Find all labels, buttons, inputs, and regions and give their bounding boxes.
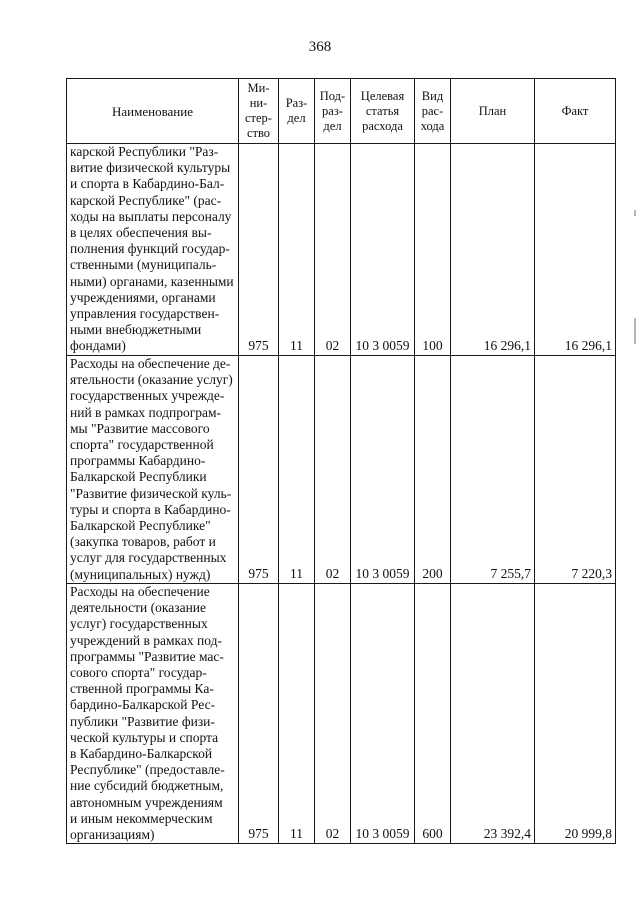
- header-name: Наименование: [67, 79, 239, 144]
- row-plan: 16 296,1: [451, 144, 535, 356]
- row-plan: 23 392,4: [451, 584, 535, 844]
- page-number: 368: [308, 39, 332, 55]
- row-subsection: 02: [315, 584, 351, 844]
- row-fact: 20 999,8: [535, 584, 616, 844]
- row-target: 10 3 0059: [351, 356, 415, 584]
- row-name: Расходы на обеспечение де- ятельности (оказание услуг) государственных учрежде- ний в рамках подпрограм- мы "Развитие массового спорта" государственной программы Кабардино- Балкарской Республики "Развитие физической куль- туры и спорта в Кабардино- Балкарской Республике" (закупка товаров, работ и услуг для государственных (муниципальных) нужд): [67, 356, 239, 584]
- row-subsection: 02: [315, 356, 351, 584]
- row-plan: 7 255,7: [451, 356, 535, 584]
- table-row: [67, 144, 616, 356]
- row-ministry: 975: [239, 356, 279, 584]
- row-ministry: 975: [239, 144, 279, 356]
- header-expense-type: Вид рас- хода: [415, 79, 451, 144]
- header-fact: Факт: [535, 79, 616, 144]
- header-section: Раз- дел: [279, 79, 315, 144]
- row-target: 10 3 0059: [351, 584, 415, 844]
- row-fact: 16 296,1: [535, 144, 616, 356]
- table-row: [67, 584, 616, 844]
- row-target: 10 3 0059: [351, 144, 415, 356]
- row-name: Расходы на обеспечение деятельности (оказание услуг) государственных учреждений в рамках под- программы "Развитие мас- сового спорта" государ- ственной программы Ка- бардино-Балкарской Рес- публики "Развитие физи- ческой культуры и спорта в Кабардино-Балкарской Республике" (предоставле- ние субсидий бюджетным, автономным учреждениям и иным некоммерческим организациям): [67, 584, 239, 844]
- scan-edge-mark: [634, 210, 636, 216]
- row-expense-type: 200: [415, 356, 451, 584]
- header-ministry: Ми- ни- стер- ство: [239, 79, 279, 144]
- row-name: карской Республики "Раз- витие физической культуры и спорта в Кабардино-Бал- карской Республике" (рас- ходы на выплаты персоналу в целях обеспечения вы- полнения функций государ- ственными (муниципаль- ными) органами, казенными учреждениями, органами управления государствен- ными внебюджетными фондами): [67, 144, 239, 356]
- header-target: Целевая статья расхода: [351, 79, 415, 144]
- row-section: 11: [279, 144, 315, 356]
- row-section: 11: [279, 356, 315, 584]
- row-section: 11: [279, 584, 315, 844]
- row-expense-type: 100: [415, 144, 451, 356]
- header-subsection: Под- раз- дел: [315, 79, 351, 144]
- row-fact: 7 220,3: [535, 356, 616, 584]
- budget-table: [66, 78, 616, 844]
- row-expense-type: 600: [415, 584, 451, 844]
- row-subsection: 02: [315, 144, 351, 356]
- row-ministry: 975: [239, 584, 279, 844]
- table-row: [67, 356, 616, 584]
- header-plan: План: [451, 79, 535, 144]
- table-header-row: [67, 79, 616, 144]
- scan-edge-mark: [634, 318, 636, 344]
